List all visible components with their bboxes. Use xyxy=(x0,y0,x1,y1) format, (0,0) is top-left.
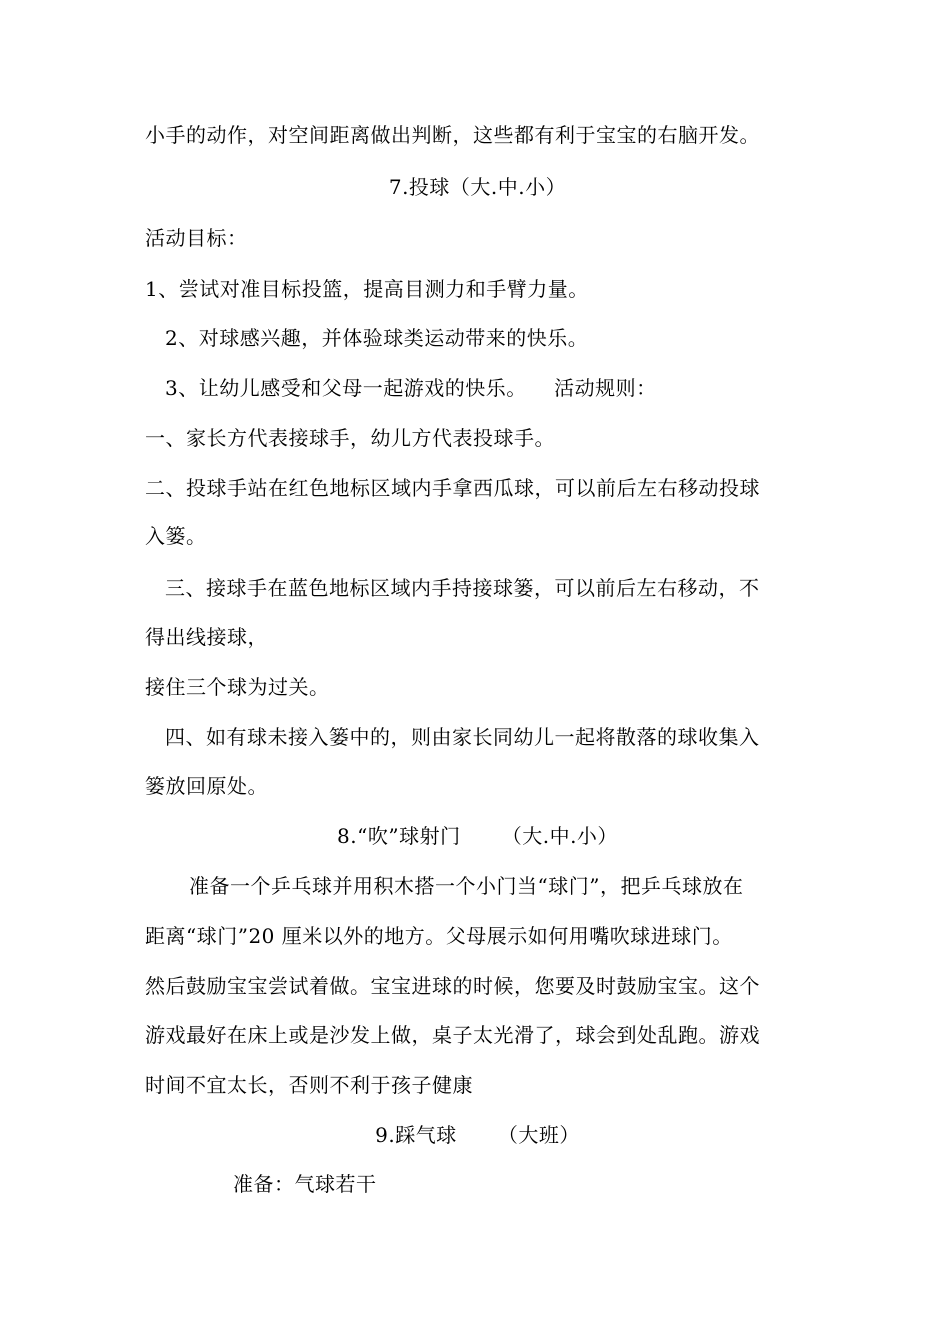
text-line: 篓放回原处。 xyxy=(145,774,268,798)
text-line: 游戏最好在床上或是沙发上做，桌子太光滑了，球会到处乱跑。游戏 xyxy=(145,1023,760,1047)
text-line: 一、家长方代表接球手，幼儿方代表投球手。 xyxy=(145,426,555,450)
text-line: 得出线接球， xyxy=(145,625,268,649)
text-line: 2、对球感兴趣，并体验球类运动带来的快乐。 xyxy=(165,326,589,350)
text-line: 入篓。 xyxy=(145,524,207,548)
section-heading-8: 8.“吹”球射门 （大.中.小） xyxy=(337,824,618,848)
text-line: 四、如有球未接入篓中的，则由家长同幼儿一起将散落的球收集入 xyxy=(165,725,760,749)
text-line: 然后鼓励宝宝尝试着做。宝宝进球的时候，您要及时鼓励宝宝。这个 xyxy=(145,974,760,998)
text-line: 准备：气球若干 xyxy=(233,1172,377,1196)
text-line: 时间不宜太长，否则不利于孩子健康 xyxy=(145,1073,473,1097)
section-heading-7: 7.投球（大.中.小） xyxy=(388,175,567,199)
text-line: 1、尝试对准目标投篮，提高目测力和手臂力量。 xyxy=(145,277,589,301)
text-line: 二、投球手站在红色地标区域内手拿西瓜球，可以前后左右移动投球 xyxy=(145,476,760,500)
text-line: 准备一个乒乓球并用积木搭一个小门当“球门”，把乒乓球放在 xyxy=(189,874,744,898)
text-line: 距离“球门”20 厘米以外的地方。父母展示如何用嘴吹球进球门。 xyxy=(145,924,733,948)
text-line: 接住三个球为过关。 xyxy=(145,675,330,699)
text-line: 3、让幼儿感受和父母一起游戏的快乐。 活动规则： xyxy=(165,376,657,400)
text-line: 小手的动作，对空间距离做出判断，这些都有利于宝宝的右脑开发。 xyxy=(145,123,760,147)
text-line: 活动目标： xyxy=(145,226,248,250)
text-line: 三、接球手在蓝色地标区域内手持接球篓，可以前后左右移动，不 xyxy=(165,576,760,600)
section-heading-9: 9.踩气球 （大班） xyxy=(375,1123,580,1147)
